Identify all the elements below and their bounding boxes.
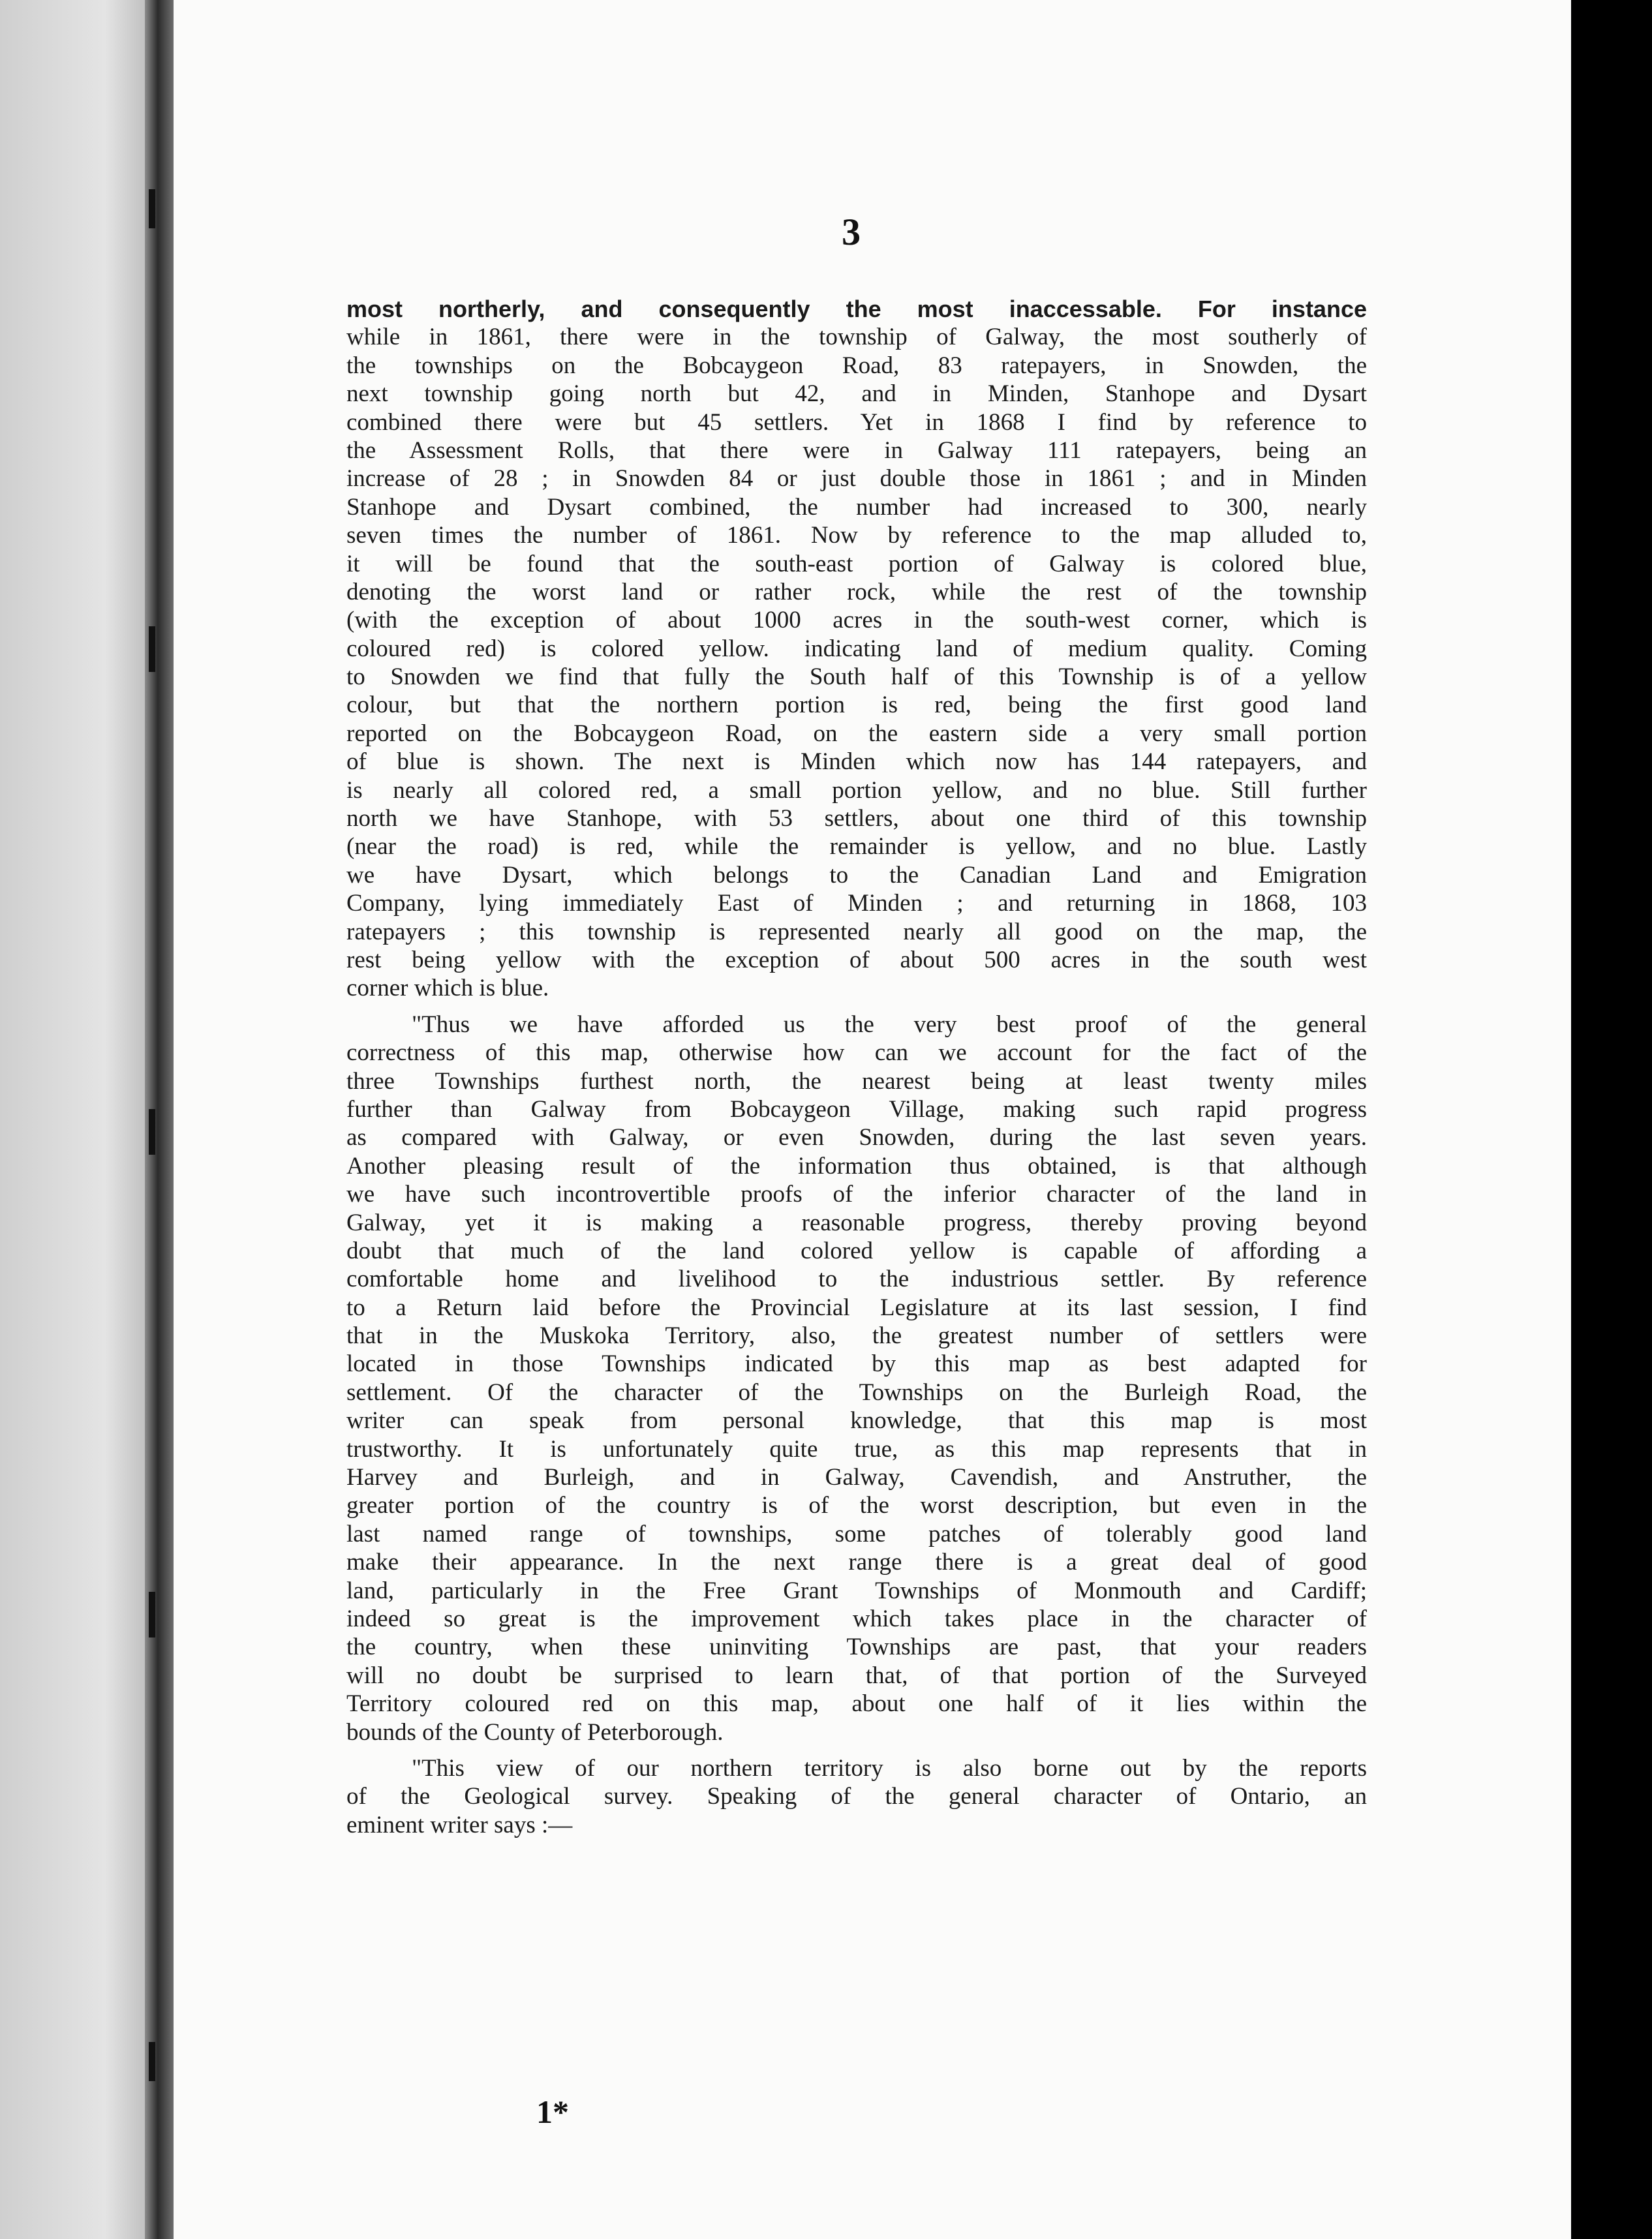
text-line: make their appearance. In the next range there is a great deal of good: [346, 1549, 1367, 1576]
paragraph: [346, 1754, 1367, 1839]
text-line: "Thus we have afforded us the very best proof of the general: [412, 1011, 1367, 1038]
binding-mark: [149, 1592, 155, 1637]
text-line: (near the road) is red, while the remainder is yellow, and no blue. Lastly: [346, 833, 1367, 861]
text-line: eminent writer says :—: [346, 1811, 573, 1838]
text-line: trustworthy. It is unfortunately quite true, as this map represents that in: [346, 1435, 1367, 1463]
text-line: ratepayers ; this township is represented nearly all good on the map, the: [346, 918, 1367, 945]
paragraph-gap: [346, 1746, 1367, 1754]
text-line: of blue is shown. The next is Minden which now has 144 ratepayers, and: [346, 748, 1367, 776]
text-line: Territory coloured red on this map, about one half of it lies within the: [346, 1690, 1367, 1718]
right-scan-border: [1571, 0, 1652, 2239]
text-line: Company, lying immediately East of Minden ; and returning in 1868, 103: [346, 890, 1367, 917]
text-line: coloured red) is colored yellow. indicating land of medium quality. Coming: [346, 635, 1367, 662]
text-line: as compared with Galway, or even Snowden, during the last seven years.: [346, 1124, 1367, 1151]
text-line: denoting the worst land or rather rock, while the rest of the township: [346, 578, 1367, 605]
text-line: "This view of our northern territory is also borne out by the reports: [412, 1754, 1367, 1782]
paragraph: [346, 295, 1367, 1003]
text-line: to a Return laid before the Provincial Legislature at its last session, I find: [346, 1294, 1367, 1321]
text-line: Harvey and Burleigh, and in Galway, Cavendish, and Anstruther, the: [346, 1464, 1367, 1491]
binding-mark: [149, 626, 155, 672]
text-line: we have such incontrovertible proofs of the inferior character of the land in: [346, 1181, 1367, 1208]
facing-page-edge: [0, 0, 150, 2239]
text-line: most northerly, and consequently the most inaccessable. For instance: [346, 296, 1367, 322]
text-line: indeed so great is the improvement which takes place in the character of: [346, 1605, 1367, 1632]
text-line: that in the Muskoka Territory, also, the greatest number of settlers were: [346, 1322, 1367, 1350]
text-line: we have Dysart, which belongs to the Canadian Land and Emigration: [346, 861, 1367, 889]
text-line: the country, when these uninviting Townships are past, that your readers: [346, 1634, 1367, 1661]
text-line: writer can speak from personal knowledge, that this map is most: [346, 1407, 1367, 1435]
text-line: greater portion of the country is of the worst description, but even in the: [346, 1492, 1367, 1519]
binding-mark: [149, 2042, 155, 2081]
text-line: last named range of townships, some patches of tolerably good land: [346, 1520, 1367, 1547]
text-line: increase of 28 ; in Snowden 84 or just double those in 1861 ; and in Minden: [346, 465, 1367, 493]
text-line: north we have Stanhope, with 53 settlers, about one third of this township: [346, 805, 1367, 832]
page-number: 3: [842, 211, 861, 253]
text-line: the Assessment Rolls, that there were in Galway 111 ratepayers, being an: [346, 436, 1367, 464]
text-line: will no doubt be surprised to learn that, of that portion of the Surveyed: [346, 1662, 1367, 1689]
text-line: to Snowden we find that fully the South half of this Township is of a yellow: [346, 663, 1367, 691]
binding-mark: [149, 189, 155, 228]
text-line: correctness of this map, otherwise how can we account for the fact of the: [346, 1039, 1367, 1067]
binding-mark: [149, 1109, 155, 1155]
text-line: colour, but that the northern portion is red, being the first good land: [346, 692, 1367, 719]
text-line: further than Galway from Bobcaygeon Village, making such rapid progress: [346, 1095, 1367, 1123]
text-line: Galway, yet it is making a reasonable progress, thereby proving beyond: [346, 1209, 1367, 1236]
text-line: seven times the number of 1861. Now by reference to the map alluded to,: [346, 522, 1367, 549]
text-line: is nearly all colored red, a small portion yellow, and no blue. Still further: [346, 776, 1367, 804]
text-line: rest being yellow with the exception of about 500 acres in the south west: [346, 946, 1367, 973]
text-line: corner which is blue.: [346, 975, 549, 1002]
text-line: combined there were but 45 settlers. Yet in 1868 I find by reference to: [346, 408, 1367, 436]
text-line: it will be found that the south-east portion of Galway is colored blue,: [346, 550, 1367, 577]
paragraph-gap: [346, 1003, 1367, 1011]
text-line: Another pleasing result of the information thus obtained, is that although: [346, 1152, 1367, 1180]
text-line: three Townships furthest north, the nearest being at least twenty miles: [346, 1067, 1367, 1095]
body-text: [346, 295, 1367, 1839]
text-line: the townships on the Bobcaygeon Road, 83 ratepayers, in Snowden, the: [346, 352, 1367, 379]
paragraph: [346, 1011, 1367, 1746]
text-line: of the Geological survey. Speaking of the general character of Ontario, an: [346, 1783, 1367, 1810]
text-line: settlement. Of the character of the Townships on the Burleigh Road, the: [346, 1378, 1367, 1406]
signature-mark: 1*: [536, 2094, 569, 2130]
text-line: while in 1861, there were in the township of Galway, the most southerly of: [346, 324, 1367, 351]
text-line: reported on the Bobcaygeon Road, on the eastern side a very small portion: [346, 720, 1367, 747]
text-line: comfortable home and livelihood to the industrious settler. By reference: [346, 1266, 1367, 1293]
text-line: (with the exception of about 1000 acres in the south-west corner, which is: [346, 607, 1367, 634]
text-line: Stanhope and Dysart combined, the number had increased to 300, nearly: [346, 493, 1367, 521]
text-line: doubt that much of the land colored yellow is capable of affording a: [346, 1237, 1367, 1264]
text-line: located in those Townships indicated by this map as best adapted for: [346, 1350, 1367, 1378]
text-line: next township going north but 42, and in Minden, Stanhope and Dysart: [346, 380, 1367, 408]
text-line: land, particularly in the Free Grant Townships of Monmouth and Cardiff;: [346, 1577, 1367, 1604]
text-line: bounds of the County of Peterborough.: [346, 1718, 724, 1746]
